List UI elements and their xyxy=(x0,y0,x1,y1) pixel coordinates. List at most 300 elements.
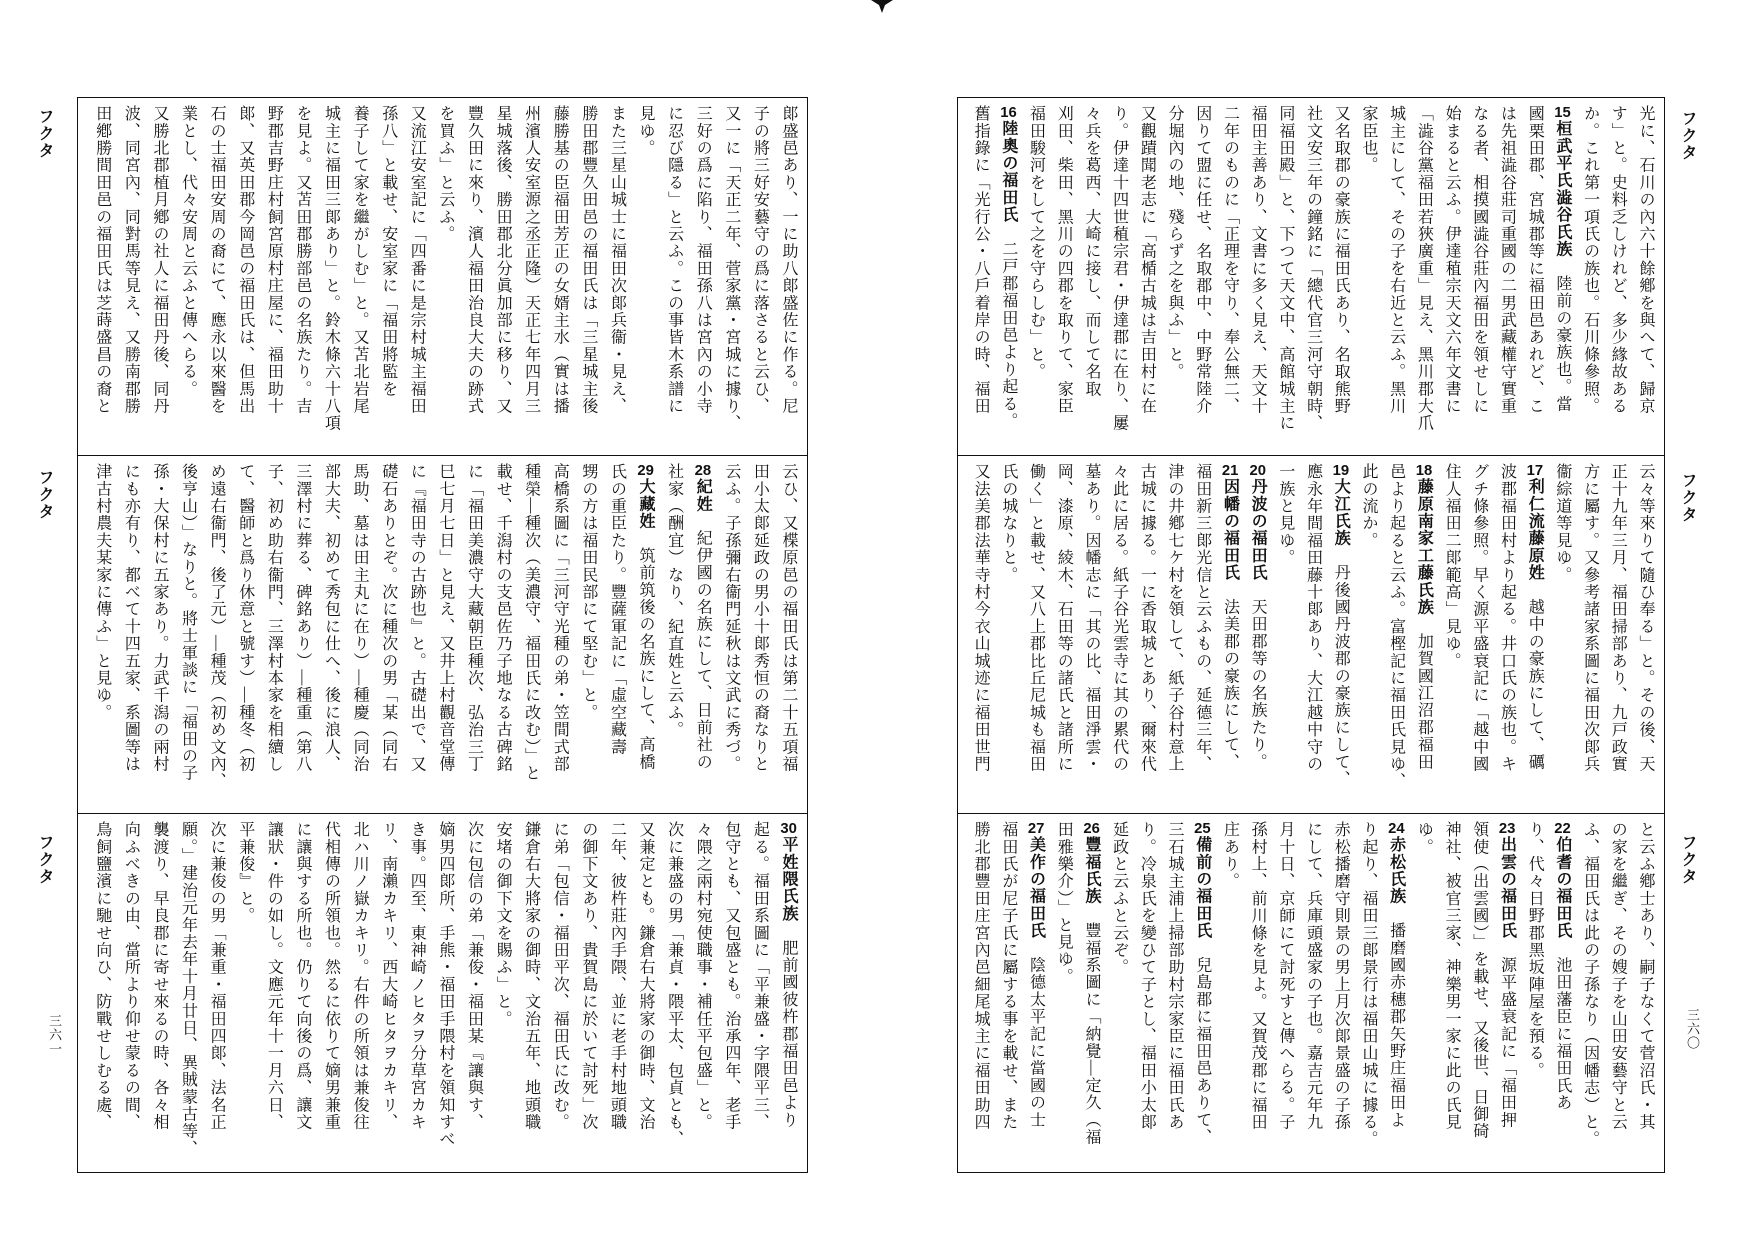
text-column xyxy=(202,105,231,455)
text-column xyxy=(716,105,745,455)
text-column xyxy=(173,105,202,455)
running-head: フクタ xyxy=(36,469,55,520)
text-column xyxy=(373,105,402,455)
column-text: 次に兼盛の男「兼貞・隈平太、包貞とも、 xyxy=(665,821,683,1148)
column-text: 鎌倉右大將家の御時、文治五年、地頭職 xyxy=(522,821,540,1131)
column-text: 方に屬す。又參考諸家系圖に福田次郞兵 xyxy=(1581,463,1599,773)
column-text: グチ條參照。早く源平盛衰記に「越中國 xyxy=(1470,463,1488,773)
column-text: 衞綜道等見ゆ。 xyxy=(1553,463,1571,584)
text-column xyxy=(1160,463,1188,813)
text-column xyxy=(459,821,488,1171)
entry-heading: 大藏姓 xyxy=(637,478,655,530)
text-column xyxy=(1382,105,1410,455)
text-column xyxy=(630,821,659,1171)
text-column xyxy=(745,105,774,455)
column-text: 孫村上、前川條を見よ。又賀茂郡に福田 xyxy=(1249,821,1267,1131)
column-text: 甥の方は福田民部にて堅む」と。 xyxy=(579,463,597,721)
column-text: 加賀國江沼郡福田 xyxy=(1415,615,1433,771)
column-text: ふ、福田氏は此の子孫なり（因幡志）と。 xyxy=(1581,821,1599,1148)
text-column xyxy=(402,463,431,813)
column-text: 邑より起ると云ふ。富樫記に福田氏見ゆ、 xyxy=(1387,463,1405,790)
column-text: 又兼定とも。鎌倉右大將家の御時、文治 xyxy=(637,821,655,1131)
text-column xyxy=(316,463,345,813)
column-text: 鳥飼鹽濱に馳せ向ひ、防戰せしむる處、 xyxy=(93,821,111,1131)
text-column xyxy=(87,105,116,455)
text-column xyxy=(1077,463,1105,813)
text-column xyxy=(994,821,1022,1171)
column-text: 孫・大保村に五家あり。力武千潟の兩村 xyxy=(150,463,168,773)
column-text: り。冷泉氏を變ひて子とし、福田小太郞 xyxy=(1138,821,1156,1131)
column-text: は先祖澁谷莊司重國の二男武藏權守實重 xyxy=(1498,105,1516,415)
entry-column xyxy=(630,463,659,813)
text-section xyxy=(958,814,1664,1171)
column-text: 北ハ川ノ嶽カキリ。右件の所領は兼俊往 xyxy=(351,821,369,1131)
text-column xyxy=(116,463,145,813)
column-text: 社文安三年の鐘銘に「總代官三河守朝時、 xyxy=(1304,105,1322,432)
entry-heading: 藤原南家工藤氏族 xyxy=(1415,478,1433,616)
column-text: 墓あり。因幡志に「其の比、福田淨雲・ xyxy=(1082,463,1100,773)
column-text: に弟「包信・福田平次、福田氏に改む。 xyxy=(551,821,569,1131)
column-text: 古城に據る。一に香取城とあり、爾來代 xyxy=(1138,463,1156,773)
column-text: 養子して家を繼がしむ」と。又苫北岩尾 xyxy=(351,105,369,415)
column-text: 星城落後、勝田郡北分眞加部に移り、又 xyxy=(494,105,512,415)
column-text: 源平盛衰記に「福田押 xyxy=(1498,939,1516,1129)
text-column xyxy=(1216,105,1244,455)
column-text: 藤勝基の臣福田芳正の女婿主水（實は播 xyxy=(551,105,569,415)
right-page-text-frame xyxy=(957,97,1665,1173)
text-column xyxy=(1354,821,1382,1171)
column-text: の御下文あり、貴賀島に於いて討死」次 xyxy=(579,821,597,1131)
column-text: 部大夫、初めて秀包に仕へ、後に浪人、 xyxy=(322,463,340,773)
column-text: 赤松播磨守則景の男上月次郞景盛の子孫 xyxy=(1332,821,1350,1131)
text-column xyxy=(773,463,802,813)
text-column xyxy=(345,105,374,455)
entry-number: 23 xyxy=(1498,821,1516,836)
entry-heading: 伯耆の福田氏 xyxy=(1553,836,1571,940)
entry-number: 22 xyxy=(1554,821,1571,836)
entry-column xyxy=(1520,463,1548,813)
column-text: 子の將三好安藝守の爲に落さると云ひ、 xyxy=(751,105,769,415)
text-column xyxy=(402,821,431,1171)
text-column xyxy=(573,821,602,1171)
column-text: 筑前筑後の名族にして、高橋 xyxy=(637,529,655,771)
text-column xyxy=(602,821,631,1171)
text-column xyxy=(716,821,745,1171)
text-column xyxy=(745,821,774,1171)
column-text: 波郡福田村より起る。井口氏の族也。キ xyxy=(1498,463,1516,773)
column-text: 郞盛邑あり、一に助八郞盛佐に作る。尼 xyxy=(780,105,797,415)
entry-number: 20 xyxy=(1249,463,1267,478)
text-column xyxy=(1520,821,1548,1171)
column-text: にして、兵庫頭盛家の子也。嘉吉元年九 xyxy=(1304,821,1322,1131)
text-column xyxy=(1327,821,1355,1171)
text-column xyxy=(316,821,345,1171)
entry-column xyxy=(1243,463,1271,813)
column-text: 田鄕勝間田邑の福田氏は芝蒔盛昌の裔と xyxy=(93,105,111,415)
text-column xyxy=(1576,463,1604,813)
column-text: 又勝北郡植月鄕の社人に福田丹後、同丹 xyxy=(150,105,168,415)
text-column xyxy=(1548,463,1576,813)
column-text: 越中の豪族にして、礪 xyxy=(1526,581,1544,771)
text-column xyxy=(1604,463,1632,813)
entry-heading: 桓武平氏澁谷氏族 xyxy=(1553,120,1571,258)
column-text: 野郡吉野庄村飼宮原村庄屋に、福田助十 xyxy=(265,105,283,415)
text-column xyxy=(1576,821,1604,1171)
column-text: 又觀蹟聞老志に「高楯古城は吉田村に在 xyxy=(1138,105,1156,415)
column-text: 襲渡り、早良郡に寄せ來るの時、各々相 xyxy=(150,821,168,1131)
entry-column xyxy=(1548,821,1576,1171)
column-text: 讓狀・件の如し。文應元年十一月六日、 xyxy=(265,821,283,1131)
text-column xyxy=(1410,105,1438,455)
text-column xyxy=(688,105,717,455)
text-column xyxy=(316,105,345,455)
text-column xyxy=(1465,463,1493,813)
text-column xyxy=(87,821,116,1171)
column-text: 月十日、京師にて討死すと傳へらる。子 xyxy=(1276,821,1294,1131)
column-text: 云ふ。子孫彌右衞門延秋は文武に秀づ。 xyxy=(722,463,740,773)
entry-number: 30 xyxy=(780,821,797,836)
column-text: 刈田、柴田、黑川の四郡を取りて、家臣 xyxy=(1055,105,1073,415)
column-text: 神社、被官三家、神樂男一家に此の氏見 xyxy=(1443,821,1461,1131)
column-text: す」と。史料乏しけれど、多少緣故ある xyxy=(1609,105,1627,415)
column-text: 々兵を葛西、大崎に接し、而して名取 xyxy=(1082,105,1100,398)
column-text: 二年のものに「正理を守り、奉公無二、 xyxy=(1221,105,1239,415)
text-column xyxy=(1105,105,1133,455)
text-column xyxy=(1050,105,1078,455)
column-text: 後亨山）」なりと。將士軍談に「福田の子 xyxy=(179,463,197,782)
column-text: て、醫師と爲り休意と號す）―種冬（初 xyxy=(236,463,254,773)
text-column xyxy=(116,105,145,455)
text-column xyxy=(545,821,574,1171)
text-column xyxy=(716,463,745,813)
text-column xyxy=(545,463,574,813)
column-text: 見ゆ。 xyxy=(637,105,655,157)
text-column xyxy=(287,463,316,813)
column-text: 願。」建治元年去年十月廿日、異賊蒙古等、 xyxy=(179,821,197,1157)
text-column xyxy=(345,821,374,1171)
column-text: に忍び隱る」と云ふ。この事皆木系譜に xyxy=(665,105,683,415)
entry-heading: 紀姓 xyxy=(694,478,712,513)
column-text: 起る。福田系圖に「平兼盛・字隈平三、 xyxy=(751,821,769,1131)
entry-column xyxy=(994,105,1022,455)
text-column xyxy=(1271,463,1299,813)
column-text: 又法美郡法華寺村今衣山城迹に福田世門 xyxy=(972,463,990,773)
column-text: 城主に福田三郞あり」と。鈴木條六十八項 xyxy=(322,105,340,432)
column-text: 應永年間福田藤十郞あり、大江越中守の xyxy=(1304,463,1322,773)
text-column xyxy=(1188,105,1216,455)
column-text: にも亦有り、都べて十四五家、系圖等は xyxy=(122,463,140,773)
text-column xyxy=(1050,463,1078,813)
column-text: 々隈之兩村宛使職事・補任平包盛」と。 xyxy=(694,821,712,1131)
text-column xyxy=(688,821,717,1171)
entry-heading: 利仁流藤原姓 xyxy=(1526,478,1544,582)
text-column xyxy=(773,105,802,455)
text-column xyxy=(659,463,688,813)
text-column xyxy=(1465,821,1493,1171)
column-text: 法美郡の豪族にして、 xyxy=(1221,581,1239,771)
column-text: 兒島郡に福田邑ありて、 xyxy=(1193,939,1211,1146)
text-column xyxy=(1437,821,1465,1171)
column-text: 勝北郡豐田庄宮內邑細尾城主に福田助四 xyxy=(972,821,990,1131)
entry-number: 26 xyxy=(1083,821,1100,836)
text-column xyxy=(1604,821,1632,1171)
column-text: 因りて盟に任せ、名取郡中、中野常陸介 xyxy=(1193,105,1211,415)
column-text: 氏の城なりと。 xyxy=(999,463,1017,584)
column-text: き事。四至、東神崎ノヒタヲ分草宮カキ xyxy=(408,821,426,1131)
text-column xyxy=(1520,105,1548,455)
entry-number: 28 xyxy=(694,463,712,478)
column-text: め遠右衞門、後了元）―種茂（初め文內、 xyxy=(208,463,226,790)
text-column xyxy=(144,463,173,813)
column-text: なる者、相摸國澁谷莊內福田を領せしに xyxy=(1470,105,1488,415)
column-text: り、代々日野郡黑坂陣屋を預る。 xyxy=(1526,821,1544,1079)
column-text: 福田新三郞光信と云ふもの、延德三年、 xyxy=(1193,463,1211,773)
text-column xyxy=(1105,463,1133,813)
column-text: 此の流か。 xyxy=(1359,463,1377,549)
text-column xyxy=(459,105,488,455)
entry-number: 24 xyxy=(1388,821,1405,836)
left-page-text-frame xyxy=(77,97,808,1173)
text-column xyxy=(1354,463,1382,813)
entry-column xyxy=(1548,105,1576,455)
column-text: 平兼俊』と。 xyxy=(236,821,254,925)
text-column xyxy=(1437,463,1465,813)
text-column xyxy=(1354,105,1382,455)
text-column xyxy=(1631,821,1659,1171)
column-text: 種榮―種次（美濃守、福田氏に改む）」と xyxy=(522,463,540,782)
column-text: 載せ、千潟村の支邑佐乃子地なる古碑銘 xyxy=(494,463,512,773)
entry-number: 27 xyxy=(1027,821,1045,836)
text-column xyxy=(1271,821,1299,1171)
entry-heading: 因幡の福田氏 xyxy=(1221,478,1239,582)
column-text: に『福田寺の古跡也』と。古礎出で、又 xyxy=(408,463,426,773)
entry-heading: 豐福氏族 xyxy=(1082,836,1100,905)
entry-column xyxy=(1493,821,1521,1171)
column-text: 津の井鄕七ケ村を領して、紙子谷村意上 xyxy=(1166,463,1184,773)
column-text: 社家（酬宜）なり、紀直姓と云ふ。 xyxy=(665,463,683,739)
entry-column xyxy=(1216,463,1244,813)
entry-heading: 出雲の福田氏 xyxy=(1498,836,1516,940)
entry-heading: 赤松氏族 xyxy=(1387,836,1405,905)
column-text: 高橋系圖に「三河守光種の弟・笠間式部 xyxy=(551,463,569,773)
column-text: り。伊達十四世稙宗君・伊達郡に在り、屢 xyxy=(1110,105,1128,432)
text-column xyxy=(1604,105,1632,455)
column-text: 云々等來りて隨ひ奉る」と。その後、天 xyxy=(1637,463,1654,773)
text-column xyxy=(259,463,288,813)
text-column xyxy=(202,821,231,1171)
column-text: 國栗田郡、宮城郡等に福田邑あれど、こ xyxy=(1526,105,1544,415)
column-text: 孫八」と載せ、安室家に「福田將監を xyxy=(379,105,397,398)
text-column xyxy=(87,463,116,813)
text-column xyxy=(1631,463,1659,813)
column-text: 包守とも、又包盛とも。治承四年、老手 xyxy=(722,821,740,1131)
column-text: 郞、又英田郡今岡邑の福田氏は、但馬出 xyxy=(236,105,254,415)
text-column xyxy=(373,821,402,1171)
text-column xyxy=(202,463,231,813)
column-text: 始まると云ふ。伊達稙宗天文六年文書に xyxy=(1443,105,1461,415)
column-text: 同福田殿」と、下つて天文中、高館城主に xyxy=(1276,105,1294,432)
column-text: と云ふ鄕士あり、嗣子なくて菅沼氏・其 xyxy=(1637,821,1654,1131)
column-text: 正十九年三月、福田掃部あり、九戸政實 xyxy=(1609,463,1627,773)
column-text: 三石城主浦上掃部助村宗家臣に福田氏あ xyxy=(1166,821,1184,1131)
text-column xyxy=(402,105,431,455)
entry-column xyxy=(1022,821,1050,1171)
column-text: を見よ。又苫田郡勝部邑の名族たり。吉 xyxy=(293,105,311,415)
text-column xyxy=(1243,105,1271,455)
entry-column xyxy=(1188,821,1216,1171)
column-text: また三星山城士に福田次郞兵衞・見え、 xyxy=(608,105,626,415)
column-text: 豐久田に來り、濱人福田治良大夫の跡式 xyxy=(465,105,483,415)
column-text: 「澁谷黨福田若狹廣重」見え、黑川郡大爪 xyxy=(1415,105,1433,432)
column-text: 馬助、墓は田主丸に在り）―種慶（同治 xyxy=(351,463,369,773)
column-text: 三好の爲に陷り、福田孫八は宮內の小寺 xyxy=(694,105,712,415)
text-column xyxy=(966,105,994,455)
text-column xyxy=(230,463,259,813)
text-column xyxy=(630,105,659,455)
column-text: 波、同宮內、同對馬等見え、又勝南郡勝 xyxy=(122,105,140,415)
entry-column xyxy=(688,463,717,813)
text-column xyxy=(994,463,1022,813)
column-text: 云ひ、又楪原邑の福田氏は第二十五項福 xyxy=(780,463,797,773)
text-column xyxy=(1188,463,1216,813)
column-text: か。これ第一項氏の族也。石川條參照。 xyxy=(1581,105,1599,415)
column-text: 福田主善あり、文書に多く見え、天文十 xyxy=(1249,105,1267,415)
text-column xyxy=(659,821,688,1171)
column-text: 津古村農夫某家に傳ふ」と見ゆ。 xyxy=(93,463,111,721)
text-column xyxy=(287,105,316,455)
text-column xyxy=(487,105,516,455)
text-column xyxy=(430,105,459,455)
entry-column xyxy=(1410,463,1438,813)
column-text: 福田氏が尼子氏に屬する事を載せ、また xyxy=(999,821,1017,1131)
column-text: 領使（出雲國）」を載せ、又後世、日御碕 xyxy=(1470,821,1488,1140)
entry-heading: 大江氏族 xyxy=(1332,478,1350,547)
entry-number: 18 xyxy=(1415,463,1433,478)
column-text: 福田駿河をして之を守らしむ」と。 xyxy=(1027,105,1045,381)
text-column xyxy=(573,105,602,455)
text-column xyxy=(144,821,173,1171)
column-text: 二戸郡福田邑より起る。 xyxy=(999,223,1017,430)
column-text: 岡、漆原、綾木、石田等の諸氏と諸所に xyxy=(1055,463,1073,773)
entry-number: 21 xyxy=(1221,463,1239,478)
column-text: 礎石ありとぞ。次に種次の男「某（同右 xyxy=(379,463,397,773)
text-column xyxy=(1133,463,1161,813)
text-column xyxy=(1299,105,1327,455)
text-column xyxy=(545,105,574,455)
text-column xyxy=(1105,821,1133,1171)
entry-number: 19 xyxy=(1332,463,1350,478)
text-column xyxy=(230,105,259,455)
text-column xyxy=(1050,821,1078,1171)
column-text: 陰德太平記に當國の士 xyxy=(1027,939,1045,1129)
entry-number: 29 xyxy=(637,463,654,478)
text-column xyxy=(1493,105,1521,455)
column-text: 向ふべきの由、當所より仰せ蒙るの間、 xyxy=(122,821,140,1131)
text-column xyxy=(430,463,459,813)
column-text: 分堀內の地、殘らず之を與ふ」と。 xyxy=(1166,105,1184,381)
text-column xyxy=(1243,821,1271,1171)
text-column xyxy=(1271,105,1299,455)
column-text: 陸前の豪族也。當 xyxy=(1553,257,1571,413)
text-column xyxy=(1631,105,1659,455)
text-section xyxy=(78,98,807,456)
text-column xyxy=(1299,463,1327,813)
text-column xyxy=(1465,105,1493,455)
column-text: 々此に居る。紙子谷光雲寺に其の累代の xyxy=(1110,463,1128,773)
column-text: ゆ。 xyxy=(1415,821,1433,856)
text-column xyxy=(144,105,173,455)
column-text: 播磨國赤穗郡矢野庄福田よ xyxy=(1387,904,1405,1129)
text-column xyxy=(116,821,145,1171)
text-column xyxy=(602,105,631,455)
column-text: 丹後國丹波郡の豪族にして、 xyxy=(1332,546,1350,788)
column-text: 氏の重臣たり。豐薩軍記に「虛空藏壽 xyxy=(608,463,626,756)
text-column xyxy=(659,105,688,455)
text-column xyxy=(430,821,459,1171)
column-text: 紀伊國の名族にして、日前社の xyxy=(694,512,712,771)
text-column xyxy=(1160,821,1188,1171)
column-text: 三澤村に葬る、碑銘あり）―種重（第八 xyxy=(293,463,311,773)
text-column xyxy=(345,463,374,813)
entry-number: 16 xyxy=(1000,105,1017,120)
page-number: 三六〇 xyxy=(1685,1008,1700,1050)
running-head: フクタ xyxy=(1679,110,1698,161)
text-section xyxy=(78,456,807,814)
running-head: フクタ xyxy=(36,834,55,885)
text-column xyxy=(573,463,602,813)
entry-column xyxy=(1327,463,1355,813)
column-text: 子、初め助右衞門、三澤村本家を相續し xyxy=(265,463,283,773)
text-column xyxy=(287,821,316,1171)
column-text: に「福田美濃守大藏朝臣種次、弘治三丁 xyxy=(465,463,483,773)
column-text: 光に、石川の內六十餘鄕を與へて、歸京 xyxy=(1637,105,1654,415)
text-column xyxy=(230,821,259,1171)
column-text: り起り、福田三郞景行は福田山城に據る。 xyxy=(1359,821,1377,1148)
text-column xyxy=(1022,463,1050,813)
text-column xyxy=(173,463,202,813)
entry-heading: 備前の福田氏 xyxy=(1193,836,1211,940)
running-head: フクタ xyxy=(36,108,55,159)
column-text: 働く」と載せ、又八上郡比丘尼城も福田 xyxy=(1027,463,1045,773)
entry-heading: 平姓隈氏族 xyxy=(780,836,797,922)
text-column xyxy=(1410,821,1438,1171)
text-column xyxy=(1160,105,1188,455)
column-text: を買ふ」と云ふ。 xyxy=(436,105,454,243)
text-column xyxy=(516,463,545,813)
entry-number: 17 xyxy=(1526,463,1544,478)
text-column xyxy=(1327,105,1355,455)
column-text: 一族と見ゆ。 xyxy=(1276,463,1294,567)
text-column xyxy=(373,463,402,813)
text-column xyxy=(1437,105,1465,455)
text-column xyxy=(487,821,516,1171)
registration-mark xyxy=(871,0,893,14)
text-section xyxy=(78,814,807,1171)
running-head: フクタ xyxy=(1679,834,1698,885)
column-text: 天田郡等の名族たり。 xyxy=(1249,581,1267,771)
text-column xyxy=(173,821,202,1171)
text-section xyxy=(958,456,1664,814)
column-text: 又流江安室記に「四番に是宗村城主福田 xyxy=(408,105,426,415)
entry-heading: 美作の福田氏 xyxy=(1027,836,1045,940)
entry-heading: 陸奧の福田氏 xyxy=(999,120,1017,224)
column-text: 延政と云ふと云ぞ。 xyxy=(1110,821,1128,976)
text-column xyxy=(966,463,994,813)
text-column xyxy=(745,463,774,813)
text-column xyxy=(259,821,288,1171)
text-column xyxy=(1576,105,1604,455)
text-column xyxy=(602,463,631,813)
